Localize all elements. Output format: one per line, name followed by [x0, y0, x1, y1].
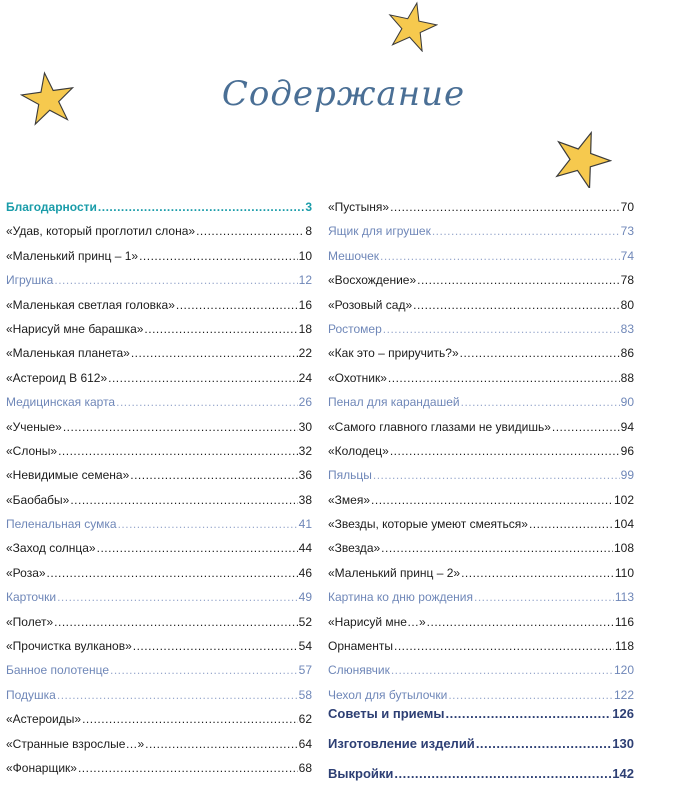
toc-entry-title: «Восхождение»	[328, 273, 417, 288]
toc-entry-title: «Ученые»	[6, 419, 62, 434]
toc-entry[interactable]	[6, 663, 312, 687]
toc-entry-title: «Невидимые семена»	[6, 468, 130, 483]
toc-entry-page: 126	[612, 706, 634, 721]
toc-entry-title: «Звезды, которые умеют смеяться»	[328, 517, 528, 532]
toc-entry-title: Медицинская карта	[6, 395, 116, 410]
toc-entry[interactable]	[6, 420, 312, 444]
toc-entry-title: «Маленький принц – 1»	[6, 248, 139, 263]
toc-entry-title: «Заход солнца»	[6, 541, 96, 556]
toc-entry[interactable]	[6, 737, 312, 761]
toc-entry-page: 62	[298, 712, 312, 727]
toc-entry[interactable]	[328, 663, 634, 687]
toc-entry-page: 86	[620, 346, 634, 361]
toc-entry[interactable]	[6, 273, 312, 297]
toc-entry-page: 73	[620, 224, 634, 239]
toc-entry-title: «Змея»	[328, 492, 371, 507]
toc-entry-title: «Баобабы»	[6, 492, 70, 507]
toc-entry-page: 83	[620, 321, 634, 336]
toc-entry-page: 110	[614, 565, 634, 580]
toc-entry-page: 104	[613, 517, 634, 532]
toc-entry[interactable]	[328, 298, 634, 322]
toc-entry-title: Благодарности	[6, 200, 97, 214]
toc-entry[interactable]	[328, 615, 634, 639]
toc-entry-page: 68	[298, 760, 312, 775]
toc-sections	[328, 706, 634, 796]
toc-entry-title: «Полет»	[6, 614, 54, 629]
toc-entry[interactable]	[328, 322, 634, 346]
toc-entry[interactable]	[6, 200, 312, 224]
toc-entry-page: 58	[298, 687, 312, 702]
toc-entry-title: «Охотник»	[328, 370, 387, 385]
toc-entry-title: Орнаменты	[328, 639, 393, 654]
toc-entry-page: 57	[298, 663, 312, 678]
toc-entry-page: 120	[613, 663, 634, 678]
toc-entry-title: Игрушка	[6, 273, 54, 288]
toc-entry[interactable]	[6, 444, 312, 468]
toc-entry-title: Чехол для бутылочки	[328, 687, 448, 702]
toc-entry-page: 94	[620, 419, 634, 434]
toc-entry-title: «Прочистка вулканов»	[6, 639, 132, 654]
toc-entry[interactable]	[6, 712, 312, 736]
toc-left-column	[6, 200, 312, 785]
toc-entry[interactable]	[6, 249, 312, 273]
toc-entry-title: «Роза»	[6, 565, 46, 580]
toc-entry-page: 44	[298, 541, 312, 556]
toc-entry-title: «Нарисуй мне барашка»	[6, 321, 144, 336]
toc-entry[interactable]	[6, 322, 312, 346]
toc-entry[interactable]	[6, 346, 312, 370]
toc-entry-page: 26	[298, 395, 312, 410]
star-icon	[552, 128, 612, 188]
toc-entry-title: «Розовый сад»	[328, 297, 413, 312]
page-title: Содержание	[221, 74, 466, 114]
toc-entry-page: 142	[612, 766, 634, 781]
toc-entry-page: 130	[612, 736, 634, 751]
toc-entry[interactable]	[328, 566, 634, 590]
toc-entry-title: Ростомер	[328, 321, 382, 336]
toc-entry-title: Советы и приемы	[328, 706, 445, 721]
toc-entry-title: Пенал для карандашей	[328, 395, 460, 410]
toc-entry[interactable]	[328, 200, 634, 224]
toc-entry-page: 49	[298, 590, 312, 605]
toc-entry-title: «Колодец»	[328, 443, 389, 458]
toc-entry-title: Карточки	[6, 590, 57, 605]
toc-entry-title: «Как это – приручить?»	[328, 346, 459, 361]
toc-section-entry[interactable]	[328, 736, 634, 766]
toc-entry[interactable]	[6, 298, 312, 322]
toc-entry-page: 38	[298, 492, 312, 507]
toc-entry-page: 70	[620, 200, 634, 214]
toc-entry-title: «Фонарщик»	[6, 760, 77, 775]
toc-entry-page: 90	[620, 395, 634, 410]
toc-entry-title: Изготовление изделий	[328, 736, 475, 751]
toc-entry-page: 108	[613, 541, 634, 556]
toc-entry-page: 36	[298, 468, 312, 483]
toc-entry-title: Ящик для игрушек	[328, 224, 431, 239]
toc-entry-page: 10	[298, 248, 312, 263]
toc-entry[interactable]	[328, 468, 634, 492]
toc-entry-title: Подушка	[6, 687, 56, 702]
toc-entry-page: 24	[298, 370, 312, 385]
toc-entry[interactable]	[6, 395, 312, 419]
toc-entry[interactable]	[6, 615, 312, 639]
toc-entry-page: 99	[620, 468, 634, 483]
toc-section-entry[interactable]	[328, 706, 634, 736]
toc-entry[interactable]	[6, 639, 312, 663]
toc-entry-title: «Маленькая светлая головка»	[6, 297, 175, 312]
toc-entry[interactable]	[6, 517, 312, 541]
toc-entry-title: Банное полотенце	[6, 663, 110, 678]
toc-entry-title: «Маленький принц – 2»	[328, 565, 461, 580]
toc-entry-page: 30	[298, 419, 312, 434]
toc-entry-title: «Нарисуй мне…»	[328, 614, 426, 629]
star-icon	[386, 0, 438, 52]
toc-entry-page: 52	[298, 614, 312, 629]
toc-entry[interactable]	[6, 566, 312, 590]
toc-entry[interactable]	[328, 249, 634, 273]
toc-entry[interactable]	[328, 224, 634, 248]
toc-right-column	[328, 200, 634, 712]
toc-entry-page: 96	[620, 443, 634, 458]
toc-entry[interactable]	[328, 639, 634, 663]
toc-entry[interactable]	[328, 517, 634, 541]
toc-entry[interactable]	[6, 224, 312, 248]
toc-entry-page: 32	[298, 443, 312, 458]
toc-entry-page: 78	[620, 273, 634, 288]
toc-entry[interactable]	[328, 590, 634, 614]
toc-entry[interactable]	[6, 493, 312, 517]
toc-entry-page: 113	[614, 590, 634, 605]
toc-entry-page: 116	[614, 614, 634, 629]
toc-entry-title: «Астероиды»	[6, 712, 82, 727]
toc-entry[interactable]	[6, 688, 312, 712]
toc-entry-page: 80	[620, 297, 634, 312]
toc-entry[interactable]	[328, 346, 634, 370]
toc-entry-title: Картина ко дню рождения	[328, 590, 474, 605]
toc-entry[interactable]	[328, 273, 634, 297]
toc-section-entry[interactable]	[328, 766, 634, 796]
toc-entry[interactable]	[6, 590, 312, 614]
toc-entry[interactable]	[328, 444, 634, 468]
toc-entry-page: 22	[298, 346, 312, 361]
toc-entry-page: 102	[613, 492, 634, 507]
toc-entry[interactable]	[6, 371, 312, 395]
toc-entry-page: 12	[298, 273, 312, 288]
toc-entry[interactable]	[328, 395, 634, 419]
toc-entry-title: Мешочек	[328, 248, 380, 263]
toc-entry[interactable]	[328, 493, 634, 517]
toc-entry-page: 8	[305, 224, 312, 239]
toc-entry-page: 16	[298, 297, 312, 312]
toc-entry[interactable]	[6, 761, 312, 785]
toc-entry-title: «Маленькая планета»	[6, 346, 130, 361]
toc-entry-title: «Пустыня»	[328, 200, 390, 214]
toc-entry-title: «Астероид B 612»	[6, 370, 108, 385]
toc-entry[interactable]	[6, 541, 312, 565]
toc-entry-page: 3	[305, 200, 312, 214]
toc-entry-title: Выкройки	[328, 766, 394, 781]
toc-entry-title: «Звезда»	[328, 541, 381, 556]
toc-entry[interactable]	[6, 468, 312, 492]
toc-entry-title: Слюнявчик	[328, 663, 390, 678]
toc-entry[interactable]	[328, 371, 634, 395]
toc-entry[interactable]	[328, 541, 634, 565]
toc-entry-page: 64	[298, 736, 312, 751]
toc-entry-title: Пяльцы	[328, 468, 372, 483]
toc-entry-title: «Самого главного глазами не увидишь»	[328, 419, 551, 434]
toc-entry[interactable]	[328, 420, 634, 444]
toc-entry-page: 54	[298, 639, 312, 654]
toc-entry-page: 46	[298, 565, 312, 580]
toc-entry-page: 88	[620, 370, 634, 385]
toc-entry-title: Пеленальная сумка	[6, 517, 117, 532]
toc-entry-page: 118	[614, 639, 634, 654]
toc-entry-page: 41	[298, 517, 312, 532]
toc-entry-page: 74	[620, 248, 634, 263]
toc-entry-title: «Странные взрослые…»	[6, 736, 145, 751]
toc-entry-title: «Удав, который проглотил слона»	[6, 224, 196, 239]
toc-entry-title: «Слоны»	[6, 443, 58, 458]
toc-entry-page: 122	[613, 687, 634, 702]
toc-entry-page: 18	[298, 321, 312, 336]
